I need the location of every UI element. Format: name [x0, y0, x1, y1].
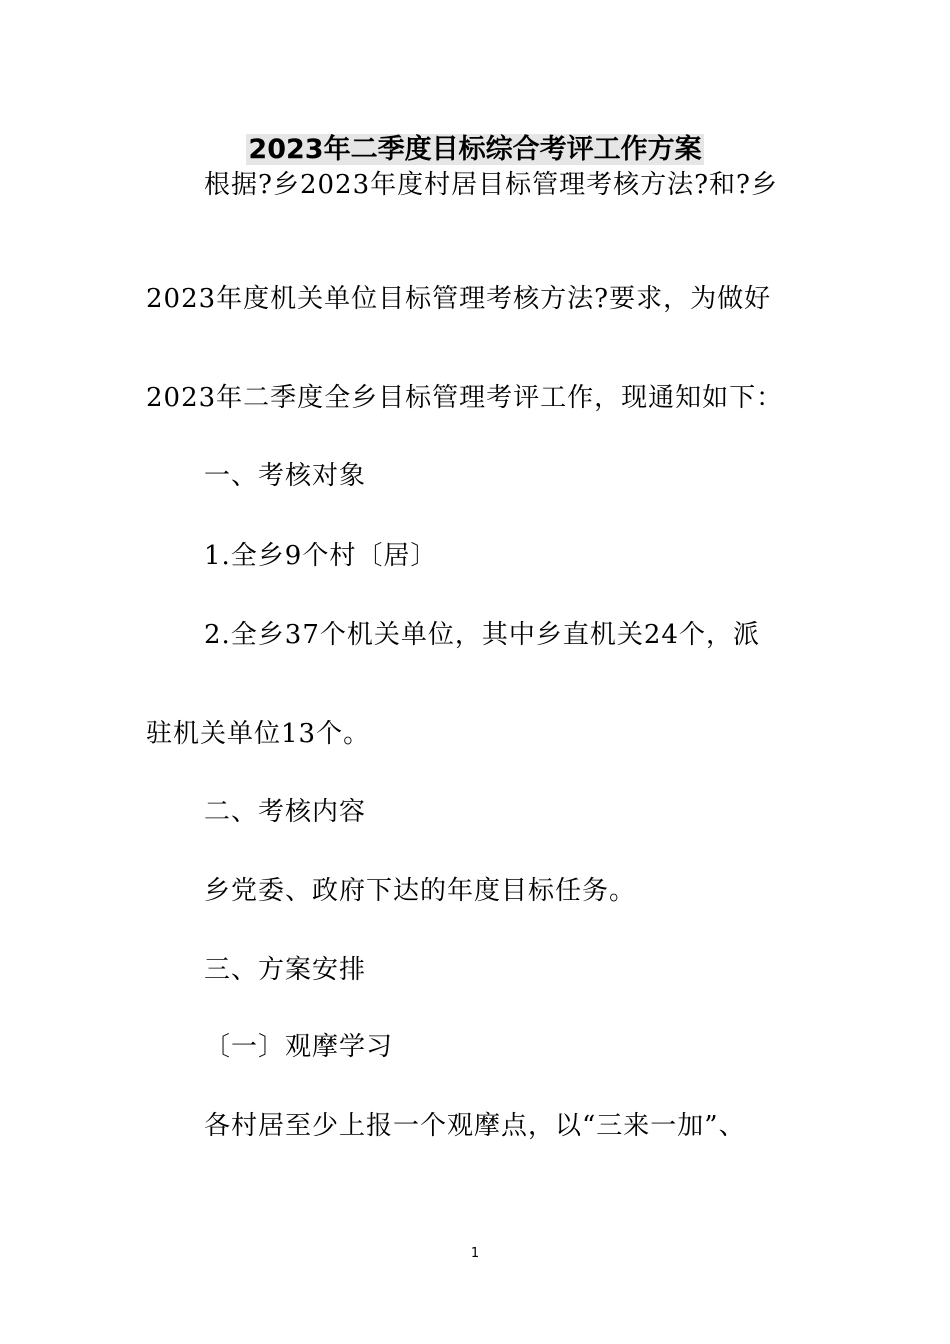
- page-number: 1: [470, 1246, 480, 1261]
- subsection-heading-1: 〔一〕观摩学习: [204, 1032, 394, 1062]
- paragraph-line-3: 2023年二季度全乡目标管理考评工作，现通知如下：: [146, 383, 784, 413]
- paragraph-line-1: 根据?乡2023年度村居目标管理考核方法?和?乡: [204, 170, 778, 200]
- section-heading-2: 二、考核内容: [204, 797, 367, 827]
- paragraph-line-4: 乡党委、政府下达的年度目标任务。: [204, 876, 637, 906]
- paragraph-line-2: 2023年度机关单位目标管理考核方法?要求，为做好: [146, 284, 772, 314]
- paragraph-line-5: 各村居至少上报一个观摩点，以“三来一加”、: [204, 1111, 746, 1141]
- list-item-2: 2.全乡37个机关单位，其中乡直机关24个，派: [204, 620, 760, 650]
- section-heading-1: 一、考核对象: [204, 461, 367, 491]
- section-heading-3: 三、方案安排: [204, 955, 367, 985]
- list-item-2-continuation: 驻机关单位13个。: [146, 719, 371, 749]
- document-title: [0, 130, 950, 170]
- list-item-1: 1.全乡9个村〔居〕: [204, 541, 438, 571]
- document-title-text: 2023年二季度目标综合考评工作方案: [248, 134, 702, 165]
